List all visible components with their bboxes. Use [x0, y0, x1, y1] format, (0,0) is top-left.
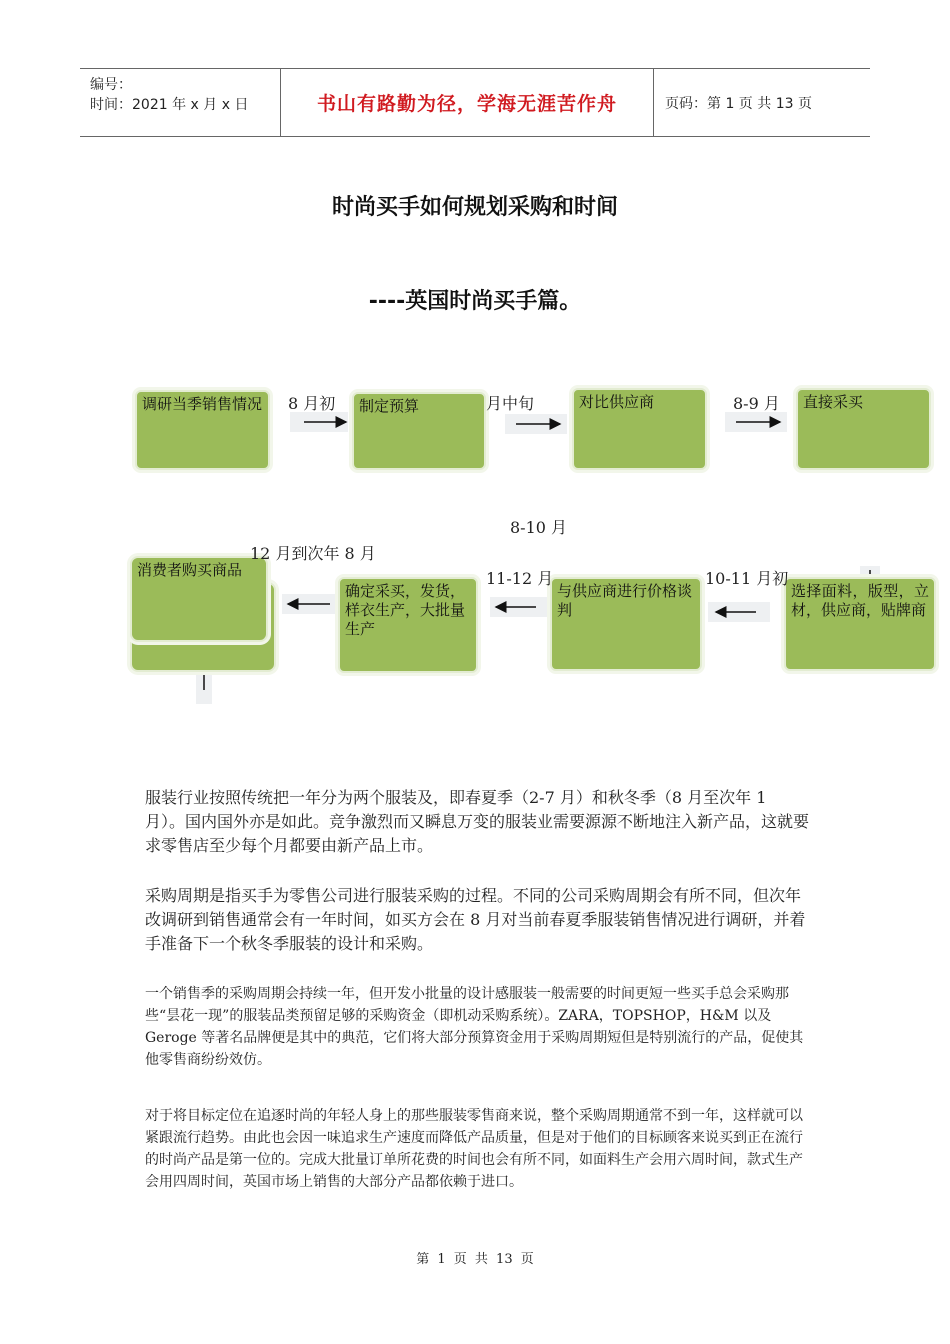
label-mid-month: 月中旬	[486, 394, 535, 413]
label-nov-dec: 11-12 月	[486, 569, 554, 588]
label-dec-next-aug: 12 月到次年 8 月	[250, 544, 376, 563]
page-footer: 第 1 页 共 13 页	[416, 1252, 534, 1267]
paragraph: 对于将目标定位在追逐时尚的年轻人身上的那些服装零售商来说，整个采购周期通常不到一年，这样就可以紧跟流行趋势。由此也会因一味追求生产速度而降低产品质量，但是对于他们的目标顾客来说买到正在流行的时尚产品是第一位的。完成大批量订单所花费的时间也会有所不同，如面料生产会用六周时间，款式生产会用四周时间，英国市场上销售的大部分产品都依赖于进口。	[145, 1108, 803, 1190]
paragraph: 采购周期是指买手为零售公司进行服装采购的过程。不同的公司采购周期会有所不同，但次年改调研到销售通常会有一年时间，如买方会在 8 月对当前春夏季服装销售情况进行调研，并着手准备下一个秋冬季服装的设计和采购。	[145, 886, 806, 953]
label-aug-oct: 8-10 月	[510, 518, 568, 537]
flow-step-consumer: 消费者购买商品	[130, 556, 268, 642]
flow-step-negotiate: 与供应商进行价格谈判	[550, 577, 702, 671]
flow-step-compare: 对比供应商	[572, 388, 707, 470]
motto: 书山有路勤为径，学海无涯苦作舟	[316, 93, 617, 115]
flow-step-budget: 制定预算	[352, 392, 486, 470]
flow-step-confirm: 确定采买，发货，样衣生产，大批量生产	[338, 577, 478, 673]
paragraph: 一个销售季的采购周期会持续一年，但开发小批量的设计感服装一般需要的时间更短一些买手总会采购那些“昙花一现”的服装品类预留足够的采购资金（即机动采购系统）。ZARA，TOPSHOP，H&M 以及 Geroge 等著名品牌便是其中的典范，它们将大部分预算资金用于采购周期短但是特别流行的产品，促使其他零售商纷纷效仿。	[145, 986, 804, 1068]
paragraph: 服装行业按照传统把一年分为两个服装及，即春夏季（2-7 月）和秋冬季（8 月至次年 1 月）。国内国外亦是如此。竞争激烈而又瞬息万变的服装业需要源源不断地注入新产品，这就要求零售店至少每个月都要由新产品上市。	[145, 788, 810, 855]
page-info: 页码：第 1 页 共 13 页	[665, 95, 812, 112]
label-aug-sep: 8-9 月	[733, 394, 780, 413]
document-number-label: 编号：	[90, 77, 132, 93]
flow-step-direct: 直接采买	[796, 388, 931, 470]
document-date: 时间：2021 年 x 月 x 日	[90, 97, 249, 113]
flow-step-research: 调研当季销售情况	[135, 390, 270, 470]
label-aug-early: 8 月初	[288, 394, 336, 413]
document-subtitle: ----英国时尚买手篇。	[368, 289, 582, 314]
label-oct-nov-early: 10-11 月初	[705, 569, 789, 588]
document-title: 时尚买手如何规划采购和时间	[331, 195, 618, 220]
flow-step-select: 选择面料，版型，立材，供应商，贴牌商	[784, 577, 936, 671]
